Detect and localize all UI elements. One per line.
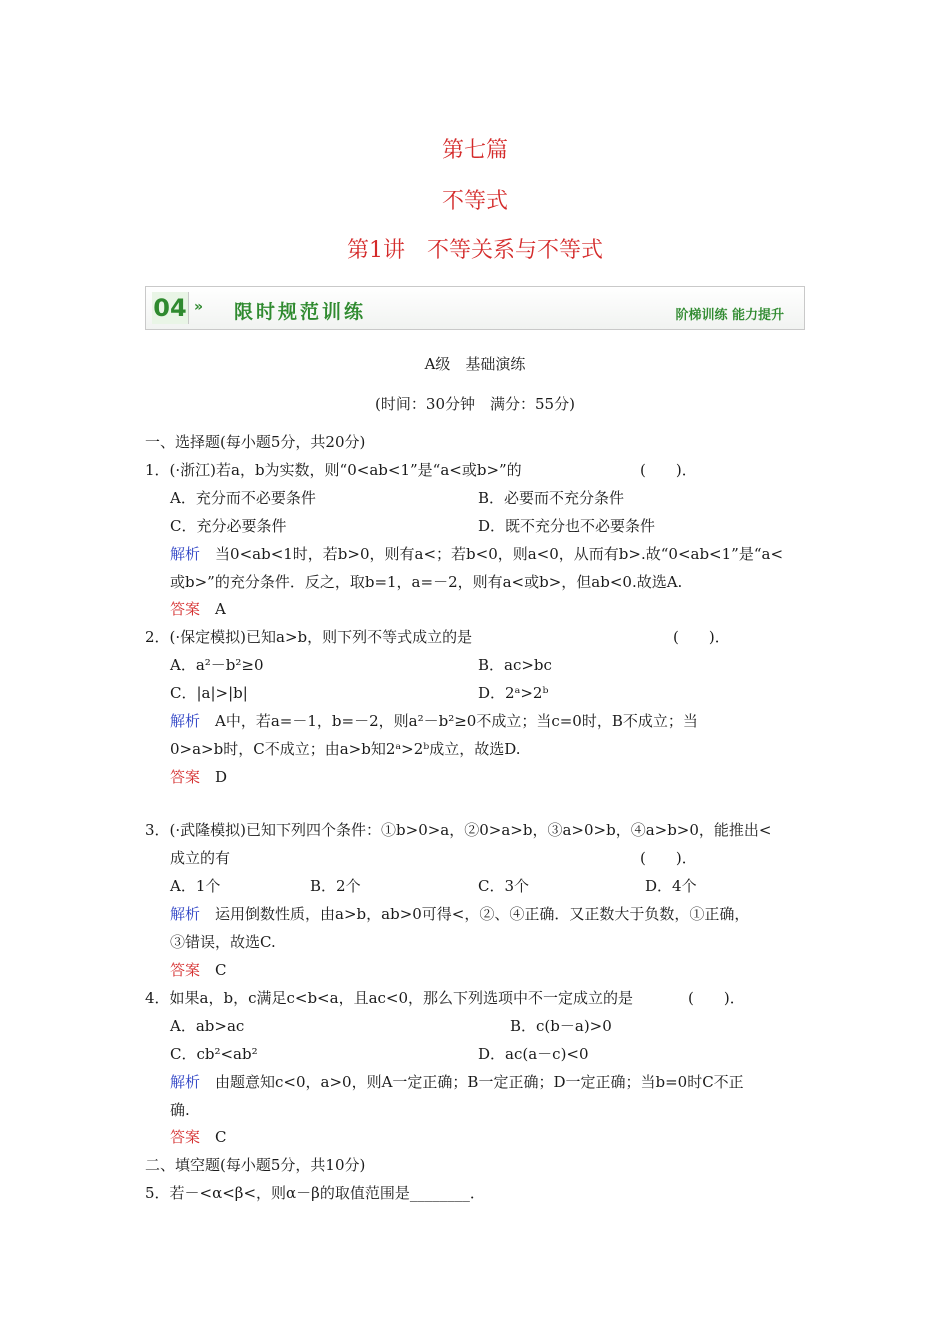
banner-subtitle: 阶梯训练 能力提升	[675, 308, 784, 323]
analysis-label: 解析	[170, 712, 201, 730]
question-1-paren: ( )．	[640, 461, 697, 479]
analysis-line	[170, 711, 698, 731]
option-c: C．充分必要条件	[170, 517, 287, 535]
banner-number-badge: 04	[152, 292, 189, 324]
option-c: C．cb²<ab²	[170, 1045, 258, 1063]
answer-value: C	[215, 1128, 227, 1146]
analysis-text: A中，若a=－1，b=－2，则a²－b²≥0不成立；当c=0时，B不成立；当	[215, 712, 698, 730]
answer-line	[170, 960, 227, 980]
section-heading-fill: 二、填空题(每小题5分，共10分)	[145, 1156, 366, 1174]
option-a: A．a²－b²≥0	[170, 656, 264, 674]
option-c: C．3个	[478, 877, 530, 895]
option-b: B．c(b－a)>0	[510, 1017, 612, 1035]
answer-line	[170, 767, 227, 787]
answer-label: 答案	[170, 768, 201, 786]
question-4-paren: ( )．	[688, 989, 745, 1007]
chevron-icon: »	[194, 299, 204, 315]
option-b: B．2个	[310, 877, 361, 895]
analysis-text-cont: 确.	[170, 1101, 190, 1119]
analysis-line	[170, 904, 749, 924]
option-d: D．4个	[645, 877, 697, 895]
option-b: B．ac>bc	[478, 656, 552, 674]
question-5-stem: 5．若－<α<β<，则α－β的取值范围是________．	[145, 1184, 485, 1202]
answer-label: 答案	[170, 600, 201, 618]
question-2-paren: ( )．	[673, 628, 730, 646]
question-4-stem: 4．如果a，b，c满足c<b<a，且ac<0，那么下列选项中不一定成立的是	[145, 989, 634, 1007]
option-d: D．ac(a－c)<0	[478, 1045, 589, 1063]
answer-label: 答案	[170, 1128, 201, 1146]
answer-value: A	[215, 600, 226, 618]
option-a: A．1个	[170, 877, 221, 895]
question-3-stem: 3．(·武隆模拟)已知下列四个条件：①b>0>a，②0>a>b，③a>0>b，④a>b>0，能推出<	[145, 821, 772, 839]
exam-meta: (时间：30分钟 满分：55分)	[375, 395, 575, 413]
analysis-label: 解析	[170, 1073, 201, 1091]
analysis-text-cont: 0>a>b时，C不成立；由a>b知2ᵃ>2ᵇ成立，故选D.	[170, 740, 521, 758]
analysis-text: 运用倒数性质，由a>b，ab>0可得<，②、④正确．又正数大于负数，①正确，	[215, 905, 750, 923]
answer-label: 答案	[170, 961, 201, 979]
answer-line	[170, 599, 226, 619]
question-3-paren: ( )．	[640, 849, 697, 867]
analysis-text: 当0<ab<1时，若b>0，则有a<；若b<0，则a<0，从而有b>.故“0<ab<1”是“a<	[215, 545, 784, 563]
analysis-label: 解析	[170, 545, 201, 563]
analysis-label: 解析	[170, 905, 201, 923]
option-d: D．既不充分也不必要条件	[478, 517, 656, 535]
analysis-text-cont: ③错误，故选C.	[170, 933, 276, 951]
lecture-title: 第1讲 不等关系与不等式	[347, 238, 603, 263]
analysis-line	[170, 1072, 744, 1092]
part-title: 第七篇	[441, 138, 508, 163]
section-banner	[145, 286, 805, 330]
analysis-text-cont: 或b>”的充分条件．反之，取b=1，a=－2，则有a<或b>，但ab<0.故选A.	[170, 573, 683, 591]
option-a: A．充分而不必要条件	[170, 489, 316, 507]
option-c: C．|a|>|b|	[170, 684, 248, 702]
answer-line	[170, 1127, 227, 1147]
option-b: B．必要而不充分条件	[478, 489, 625, 507]
question-1-stem: 1．(·浙江)若a，b为实数，则“0<ab<1”是“a<或b>”的	[145, 461, 522, 479]
topic-title: 不等式	[441, 189, 508, 214]
section-heading-choice: 一、选择题(每小题5分，共20分)	[145, 433, 366, 451]
question-3-stem-cont: 成立的有	[170, 849, 231, 867]
analysis-line	[170, 544, 783, 564]
answer-value: C	[215, 961, 227, 979]
banner-title: 限时规范训练	[234, 301, 367, 323]
analysis-text: 由题意知c<0，a>0，则A一定正确；B一定正确；D一定正确；当b=0时C不正	[215, 1073, 744, 1091]
answer-value: D	[215, 768, 228, 786]
level-heading: A级 基础演练	[424, 355, 526, 373]
option-a: A．ab>ac	[170, 1017, 245, 1035]
option-d: D．2ᵃ>2ᵇ	[478, 684, 549, 702]
question-2-stem: 2．(·保定模拟)已知a>b，则下列不等式成立的是	[145, 628, 473, 646]
